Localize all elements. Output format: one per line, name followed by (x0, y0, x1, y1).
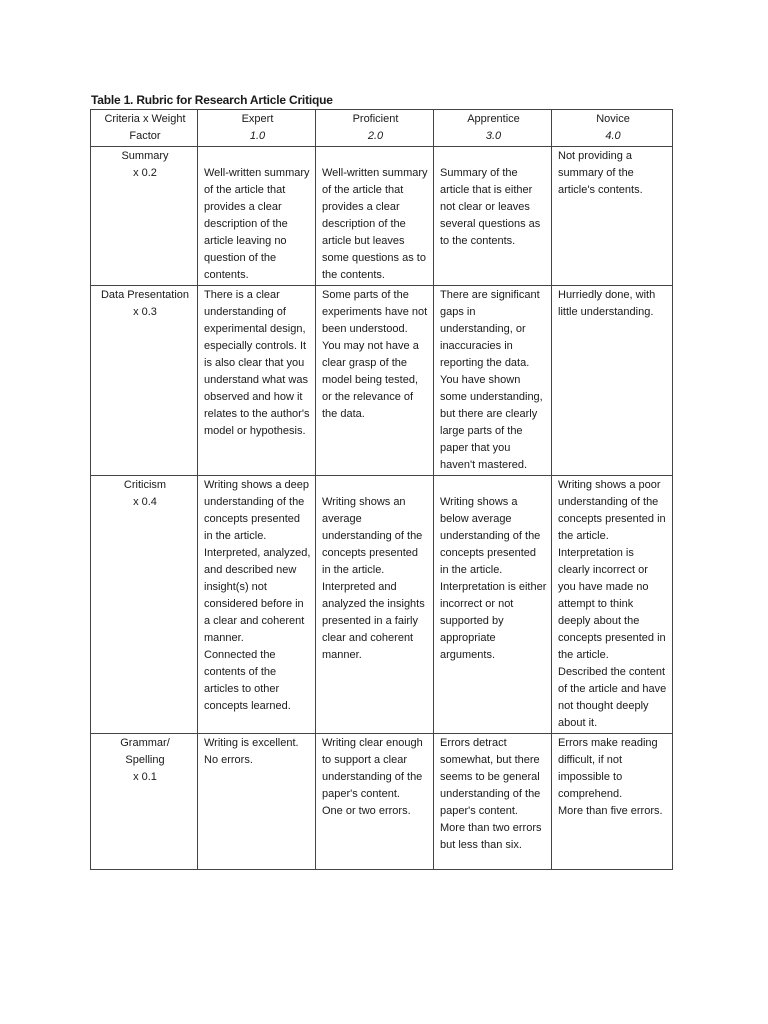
descriptor-text: Writing shows a deep understanding of the concepts presented in the article. Interpreted, analyzed, and described new insight(s) not considered before in a clear and coherent manner. Connected the contents of the articles to other concepts learned. (204, 479, 311, 712)
criterion-name: Data Presentation (100, 289, 190, 301)
descriptor-text: Writing shows an average understanding of the concepts presented in the article. Interpreted and analyzed the insights presented in a fairly clear and coherent manner. (322, 496, 425, 661)
descriptor-cell (434, 476, 552, 734)
descriptor-text: Well-written summary of the article that provides a clear description of the article but leaves some questions as to the contents. (322, 167, 428, 281)
rubric-row-summary (91, 147, 673, 286)
descriptor-cell (316, 286, 434, 476)
descriptor-cell (552, 147, 673, 286)
table-caption: Table 1. Rubric for Research Article Critique (91, 93, 333, 107)
rubric-row-criticism (91, 476, 673, 734)
rubric-row-grammar-spelling (91, 734, 673, 870)
criterion-cell (91, 734, 198, 870)
descriptor-cell (198, 286, 316, 476)
criterion-name: Summary (121, 150, 169, 162)
level-header-proficient (316, 110, 434, 147)
descriptor-cell (198, 734, 316, 870)
descriptor-cell (434, 734, 552, 870)
descriptor-cell (434, 147, 552, 286)
level-label: Expert (241, 113, 274, 125)
descriptor-text: Hurriedly done, with little understanding. (558, 289, 656, 318)
descriptor-cell (552, 734, 673, 870)
descriptor-text: Writing is excellent. No errors. (204, 737, 299, 766)
level-label: Apprentice (467, 113, 520, 125)
descriptor-cell (316, 734, 434, 870)
descriptor-text: Well-written summary of the article that provides a clear description of the article leaving no question of the contents. (204, 167, 310, 281)
level-header-expert (198, 110, 316, 147)
rubric-table (90, 109, 673, 870)
criterion-cell (91, 147, 198, 286)
level-weight: 3.0 (485, 130, 502, 142)
descriptor-cell (434, 286, 552, 476)
criteria-header (91, 110, 198, 147)
criterion-weight: x 0.3 (133, 306, 157, 318)
descriptor-cell (198, 147, 316, 286)
descriptor-text: There are significant gaps in understanding, or inaccuracies in reporting the data. You have shown some understanding, but there are clearly large parts of the paper that you haven't mastered. (440, 289, 543, 471)
criterion-weight: x 0.4 (133, 496, 157, 508)
descriptor-cell (316, 147, 434, 286)
descriptor-text: Writing shows a below average understanding of the concepts presented in the article. Interpretation is either incorrect or not supported by appropriate arguments. (440, 496, 547, 661)
criterion-weight: x 0.2 (133, 167, 157, 179)
level-header-novice (552, 110, 673, 147)
descriptor-text: Summary of the article that is either not clear or leaves several questions as to the contents. (440, 167, 541, 247)
descriptor-cell (198, 476, 316, 734)
descriptor-text: Not providing a summary of the article's contents. (558, 150, 643, 196)
descriptor-cell (552, 286, 673, 476)
header-row (91, 110, 673, 147)
criterion-cell (91, 286, 198, 476)
rubric-row-data-presentation (91, 286, 673, 476)
level-header-apprentice (434, 110, 552, 147)
descriptor-text: Some parts of the experiments have not been understood. You may not have a clear grasp of the model being tested, or the relevance of the data. (322, 289, 428, 420)
descriptor-text: There is a clear understanding of experimental design, especially controls. It is also clear that you understand what was observed and how it relates to the author's model or hypothesis. (204, 289, 310, 437)
level-label: Novice (596, 113, 630, 125)
level-weight: 2.0 (367, 130, 384, 142)
descriptor-text: Errors detract somewhat, but there seems to be general understanding of the paper's content. More than two errors but less than six. (440, 737, 542, 851)
level-label: Proficient (352, 113, 399, 125)
level-weight: 4.0 (605, 130, 621, 142)
criterion-cell (91, 476, 198, 734)
descriptor-text: Writing clear enough to support a clear understanding of the paper's content. One or two errors. (322, 737, 423, 817)
descriptor-text: Errors make reading difficult, if not impossible to comprehend. More than five errors. (558, 737, 663, 817)
criterion-name: Criticism (123, 479, 167, 491)
descriptor-cell (316, 476, 434, 734)
descriptor-cell (552, 476, 673, 734)
criterion-name: Grammar/ Spelling (120, 737, 170, 766)
criteria-header-label: Criteria x Weight Factor (104, 113, 186, 142)
level-weight: 1.0 (249, 130, 266, 142)
criterion-weight: x 0.1 (133, 771, 157, 783)
descriptor-text: Writing shows a poor understanding of the concepts presented in the article. Interpretation is clearly incorrect or you have made no attempt to think deeply about the concepts presented in the article. Described the content of the article and have not thought deeply about it. (558, 479, 667, 729)
